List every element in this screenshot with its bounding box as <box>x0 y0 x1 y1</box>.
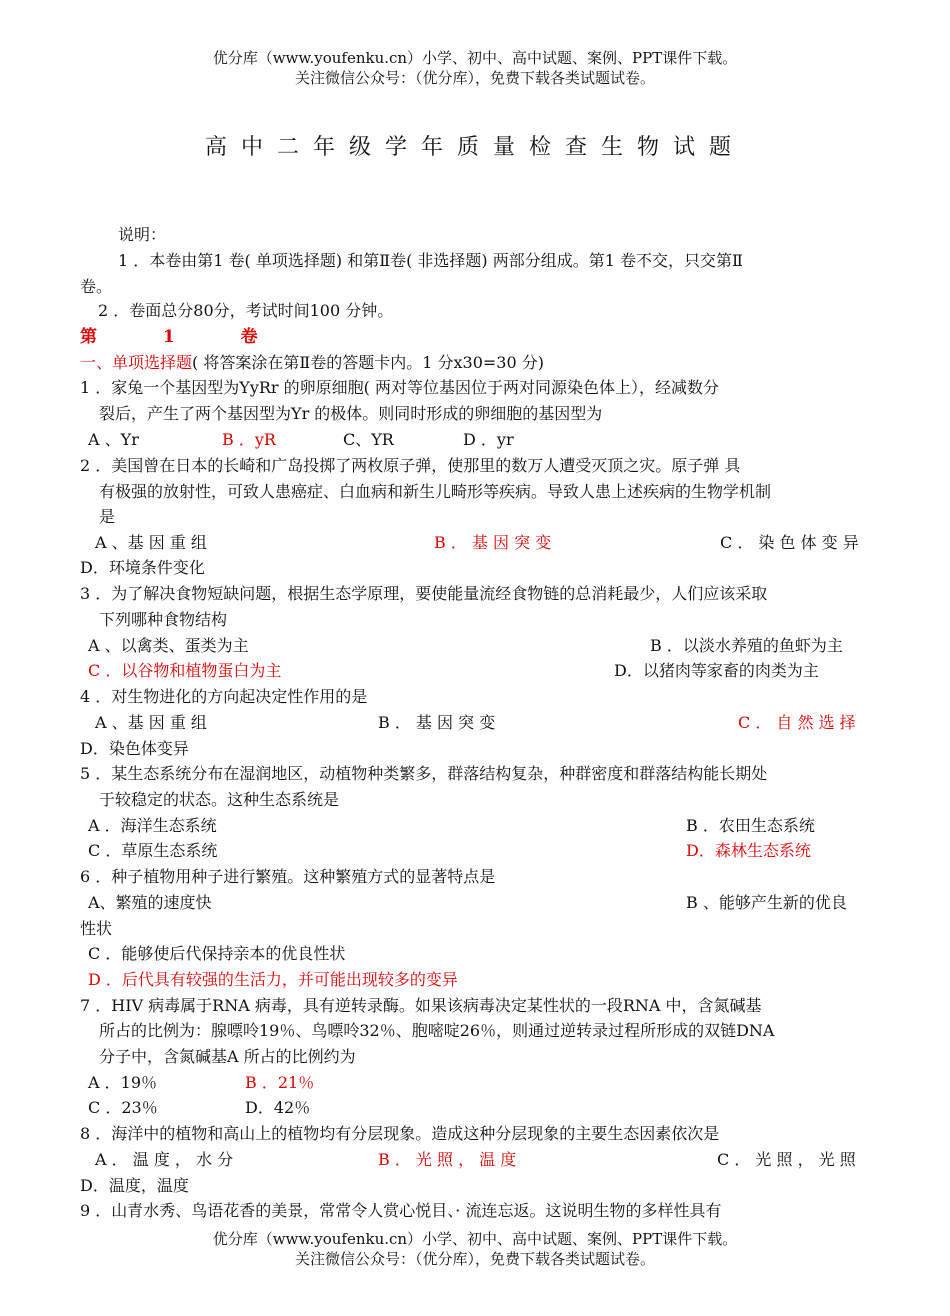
question-2-cont-1: 有极强的放射性，可致人患癌症、白血病和新生儿畸形等疾病。导致人患上述疾病的生物学机制 <box>99 482 772 501</box>
q8-option-c: C ． 光 照 ， 光 照 <box>717 1150 856 1169</box>
question-5: 5 ．某生态系统分布在湿润地区，动植物种类繁多，群落结构复杂，种群密度和群落结构能长期处 <box>80 764 768 783</box>
q4-option-a: A 、基 因 重 组 <box>95 713 207 732</box>
q6-option-b-cont: 性状 <box>80 919 113 938</box>
q3-option-d: D．以猪肉等家畜的肉类为主 <box>614 661 819 680</box>
question-6: 6 ．种子植物用种子进行繁殖。这种繁殖方式的显著特点是 <box>80 867 496 886</box>
q5-option-c: C ．草原生态系统 <box>88 841 218 860</box>
q6-option-d-answer: D ．后代具有较强的生活力，并可能出现较多的变异 <box>88 970 458 989</box>
part-instructions: ( 将答案涂在第Ⅱ卷的答题卡内。1 分x30=30 分) <box>192 353 544 372</box>
q7-option-c: C ．23％ <box>88 1098 158 1117</box>
question-9: 9 ．山青水秀、鸟语花香的美景，常常令人赏心悦目、· 流连忘返。这说明生物的多样性具有 <box>80 1201 722 1220</box>
q4-option-b: B ． 基 因 突 变 <box>378 713 496 732</box>
q5-option-b: B ．农田生态系统 <box>686 816 815 835</box>
footer-line-1: 优分库（www.youfenku.cn）小学、初中、高中试题、案例、PPT课件下载。 <box>212 1230 738 1248</box>
question-3-cont: 下列哪种食物结构 <box>99 610 228 629</box>
q8-option-b-answer: B ． 光 照 ， 温 度 <box>378 1150 517 1169</box>
question-7: 7 ．HIV 病毒属于RNA 病毒，具有逆转录酶。如果该病毒决定某性状的一段RNA 中，含氮碱基 <box>80 996 762 1015</box>
question-2: 2 ．美国曾在日本的长崎和广岛投掷了两枚原子弹，使那里的数万人遭受灭顶之灾。原子弹 具 <box>80 456 741 475</box>
question-7-cont-1: 所占的比例为：腺嘌呤19％、鸟嘌呤32％、胞嘧啶26％，则通过逆转录过程所形成的双链DNA <box>99 1021 775 1040</box>
question-2-cont-2: 是 <box>99 507 116 526</box>
q6-option-a: A、繁殖的速度快 <box>88 893 212 912</box>
q8-option-d: D．温度，温度 <box>80 1176 189 1195</box>
q8-option-a: A ． 温 度 ， 水 分 <box>95 1150 234 1169</box>
q2-option-b-answer: B ． 基 因 突 变 <box>434 533 552 552</box>
section-heading: 第 1 卷 <box>80 327 288 347</box>
question-1-cont: 裂后，产生了两个基因型为Yr 的极体。则同时形成的卵细胞的基因型为 <box>99 404 603 423</box>
q1-option-a: A 、Yr <box>88 430 139 449</box>
q6-option-c: C ．能够使后代保持亲本的优良性状 <box>88 944 346 963</box>
q2-option-c: C ． 染 色 体 变 异 <box>720 533 859 552</box>
q2-option-a: A 、基 因 重 组 <box>95 533 207 552</box>
q5-option-a: A ．海洋生态系统 <box>88 816 217 835</box>
q7-option-a: A ．19％ <box>88 1073 158 1092</box>
question-1: 1 ．家兔一个基因型为YyRr 的卵原细胞( 两对等位基因位于两对同源染色体上），经减数分 <box>80 378 719 397</box>
question-5-cont: 于较稳定的状态。这种生态系统是 <box>99 790 340 809</box>
q7-option-d: D．42％ <box>245 1098 311 1117</box>
q1-option-d: D ．yr <box>463 430 514 449</box>
question-4: 4 ．对生物进化的方向起决定性作用的是 <box>80 687 368 706</box>
q4-option-d: D．染色体变异 <box>80 739 189 758</box>
notes-item-2: 2 ．卷面总分80分，考试时间100 分钟。 <box>98 301 394 320</box>
question-8: 8 ．海洋中的植物和高山上的植物均有分层现象。造成这种分层现象的主要生态因素依次是 <box>80 1124 720 1143</box>
q6-option-b: B 、能够产生新的优良 <box>686 893 847 912</box>
question-7-cont-2: 分子中，含氮碱基A 所占的比例约为 <box>99 1047 356 1066</box>
q4-option-c-answer: C ． 自 然 选 择 <box>738 713 856 732</box>
part-title: 一、单项选择题 <box>80 353 193 372</box>
q3-option-c-answer: C ．以谷物和植物蛋白为主 <box>88 661 282 680</box>
q1-option-b-answer: B ．yR <box>222 430 276 449</box>
q3-option-a: A 、以禽类、蛋类为主 <box>88 636 249 655</box>
header-line-1: 优分库（www.youfenku.cn）小学、初中、高中试题、案例、PPT课件下载。 <box>212 49 738 67</box>
q1-option-c: C、YR <box>343 430 394 449</box>
notes-item-1: 1 ．本卷由第1 卷( 单项选择题) 和第Ⅱ卷( 非选择题) 两部分组成。第1 卷不交，只交第Ⅱ <box>118 251 743 270</box>
q2-option-d: D．环境条件变化 <box>80 558 205 577</box>
header-line-2: 关注微信公众号：（优分库），免费下载各类试题试卷。 <box>294 69 655 87</box>
question-3: 3 ．为了解决食物短缺问题，根据生态学原理，要使能量流经食物链的总消耗最少，人们应该采取 <box>80 584 768 603</box>
notes-label: 说明： <box>118 225 167 244</box>
q3-option-b: B ．以淡水养殖的鱼虾为主 <box>650 636 843 655</box>
q5-option-d-answer: D．森林生态系统 <box>686 841 811 860</box>
part-title-line <box>80 352 544 374</box>
page-title: 高中二年级学年质量检查生物试题 <box>204 135 745 160</box>
footer-line-2: 关注微信公众号：（优分库），免费下载各类试题试卷。 <box>294 1250 655 1268</box>
q7-option-b-answer: B ．21％ <box>245 1073 315 1092</box>
notes-item-1-cont: 卷。 <box>80 277 113 296</box>
